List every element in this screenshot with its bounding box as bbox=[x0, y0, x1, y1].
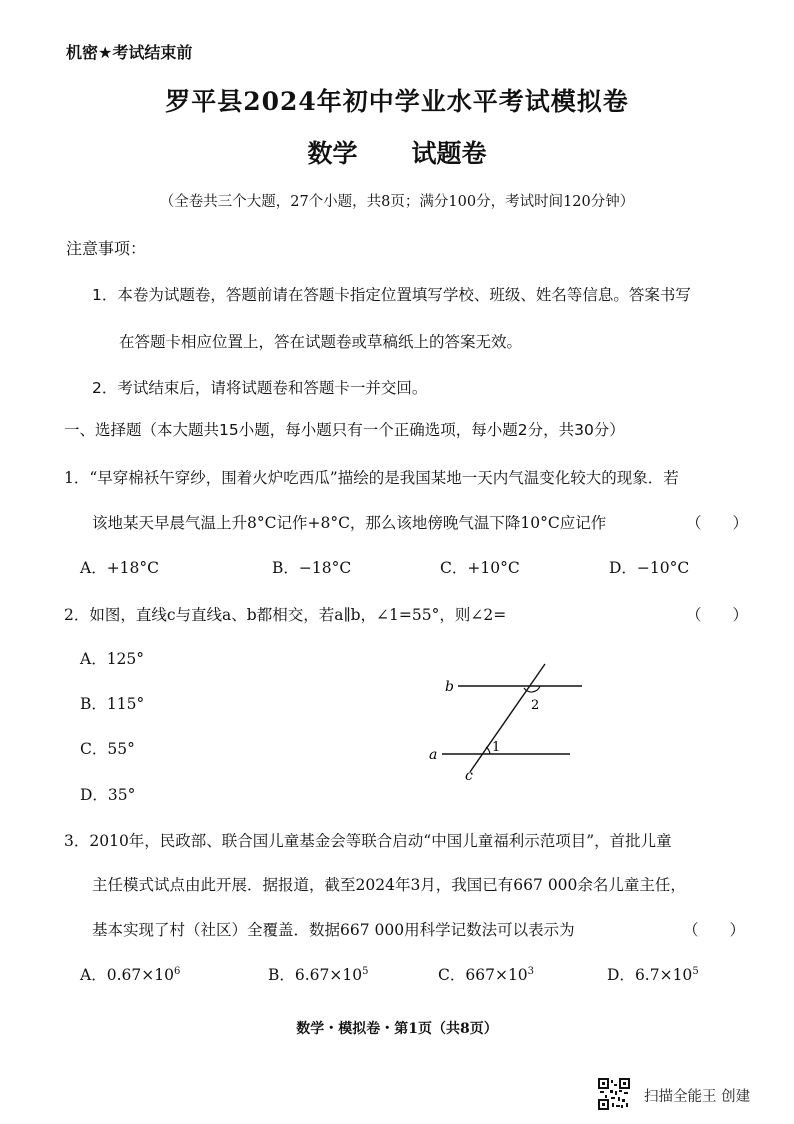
option-base: 6.67×10 bbox=[294, 966, 363, 984]
question-1-line-1: 1．“早穿棉袄午穿纱，围着火炉吃西瓜”描绘的是我国某地一天内气温变化较大的现象．若 bbox=[64, 469, 679, 487]
notice-item-1-line-2: 在答题卡相应位置上，答在试题卷或草稿纸上的答案无效。 bbox=[119, 333, 523, 351]
option-exponent: 3 bbox=[527, 965, 535, 977]
notice-heading: 注意事项： bbox=[66, 239, 147, 258]
label-angle-1: 1 bbox=[492, 740, 501, 755]
exam-info: （全卷共三个大题，27个小题，共8页；满分100分，考试时间120分钟） bbox=[159, 194, 635, 210]
option-letter: C． bbox=[438, 966, 466, 984]
option-base: 667×10 bbox=[465, 966, 528, 984]
question-3-option-c bbox=[438, 963, 534, 985]
option-exponent: 6 bbox=[173, 965, 181, 977]
notice-item-1-line-1: 1．本卷为试题卷，答题前请在答题卡指定位置填写学校、班级、姓名等信息。答案书写 bbox=[92, 286, 691, 304]
question-1-option-a: A．+18°C bbox=[80, 559, 160, 577]
angle-1-arc bbox=[486, 747, 490, 754]
question-1-option-b: B．−18°C bbox=[272, 559, 352, 577]
exam-subtitle bbox=[0, 134, 794, 170]
option-letter: B． bbox=[268, 966, 295, 984]
label-b: b bbox=[445, 679, 454, 695]
question-1-option-d: D．−10°C bbox=[609, 559, 690, 577]
option-base: 0.67×10 bbox=[106, 966, 174, 984]
label-c: c bbox=[465, 768, 473, 784]
question-3-line-3: 基本实现了村（社区）全覆盖．数据667 000用科学记数法可以表示为 bbox=[92, 921, 575, 939]
label-angle-2: 2 bbox=[531, 698, 540, 713]
question-2-answer-paren: （ ） bbox=[686, 606, 749, 624]
qr-code-icon bbox=[598, 1078, 630, 1110]
question-2-stem: 2．如图，直线c与直线a、b都相交，若a∥b，∠1=55°，则∠2= bbox=[64, 606, 507, 624]
question-2-option-b: B．115° bbox=[80, 695, 145, 713]
question-3-option-b bbox=[268, 963, 369, 985]
section-1-heading: 一、选择题（本大题共15小题，每小题只有一个正确选项，每小题2分，共30分） bbox=[64, 421, 625, 439]
question-1-answer-paren: （ ） bbox=[686, 514, 749, 532]
label-a: a bbox=[429, 747, 438, 763]
option-letter: D． bbox=[607, 966, 635, 984]
option-letter: A． bbox=[80, 966, 107, 984]
angle-2-arc bbox=[524, 686, 540, 692]
notice-item-2: 2．考试结束后，请将试题卷和答题卡一并交回。 bbox=[92, 379, 428, 397]
question-2-option-c: C．55° bbox=[80, 740, 135, 758]
question-3-line-1: 3．2010年，民政部、联合国儿童基金会等联合启动“中国儿童福利示范项目”，首批儿童 bbox=[64, 832, 672, 850]
question-2-option-a: A．125° bbox=[80, 650, 145, 668]
question-1-option-c: C．+10°C bbox=[440, 559, 520, 577]
option-base: 6.7×10 bbox=[634, 966, 693, 984]
option-exponent: 5 bbox=[692, 965, 699, 977]
subject-label: 数学 bbox=[307, 139, 358, 168]
option-exponent: 5 bbox=[362, 965, 369, 977]
question-3-answer-paren: （ ） bbox=[683, 921, 746, 939]
confidential-label: 机密★考试结束前 bbox=[66, 43, 193, 62]
line-c bbox=[470, 664, 545, 772]
question-3-line-2: 主任模式试点由此开展．据报道，截至2024年3月，我国已有667 000余名儿童主任， bbox=[92, 876, 686, 894]
question-3-option-a bbox=[80, 963, 180, 985]
page-footer: 数学・模拟卷・第1页（共8页） bbox=[296, 1021, 498, 1037]
paper-type-label: 试题卷 bbox=[411, 139, 487, 168]
question-3-option-d bbox=[607, 963, 699, 985]
question-2-option-d: D．35° bbox=[80, 786, 136, 804]
parallel-lines-figure bbox=[420, 660, 600, 790]
question-1-line-2: 该地某天早晨气温上升8°C记作+8°C，那么该地傍晚气温下降10°C应记作 bbox=[92, 514, 607, 532]
scanner-watermark: 扫描全能王 创建 bbox=[644, 1089, 751, 1105]
exam-title: 罗平县2024年初中学业水平考试模拟卷 bbox=[165, 87, 629, 116]
